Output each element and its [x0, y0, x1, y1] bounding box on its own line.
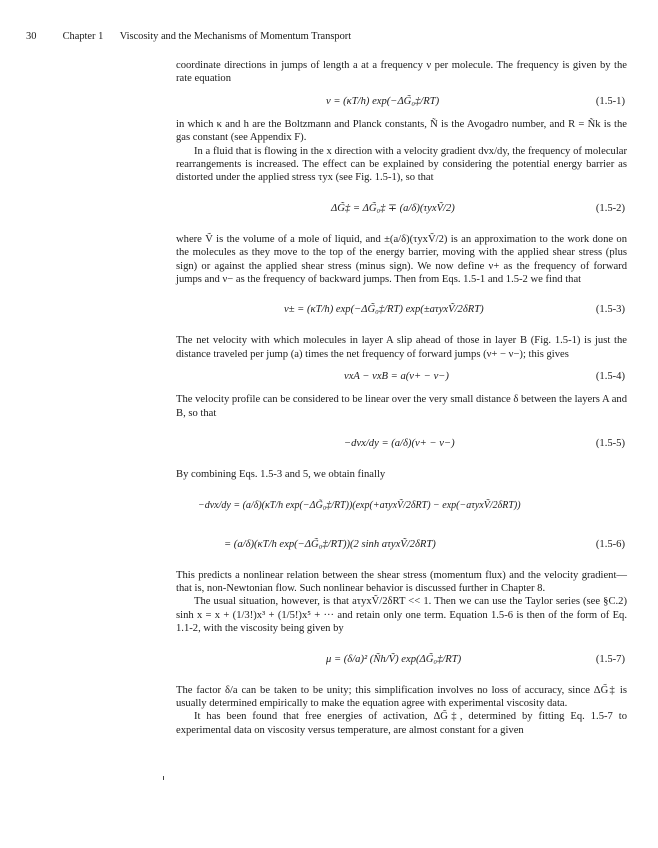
equation-text: ΔG̃‡ = ΔG̃₀‡ ∓ (a/δ)(τyxṼ/2) — [331, 202, 455, 214]
paragraph: This predicts a nonlinear relation between the shear stress (momentum flux) and the velocity gradient—that is, non-Newtonian flow. Such nonlinear behavior is discussed further in Chapter 8. — [176, 569, 627, 594]
paragraph: The usual situation, however, is that aτyxṼ/2δRT << 1. Then we can use the Taylor series (see §C.2) sinh x = x + (1/3!)x³ + (1/5!)x⁵ + ··· and retain only one term. Equation 1.5-6 is then of the form of Eq. 1.1-2, with the viscosity being given by — [176, 596, 627, 635]
equation-text: −dvx/dy = (a/δ)(ν+ − ν−) — [344, 438, 455, 450]
paragraph: The factor δ/a can be taken to be unity; this simplification involves no loss of accuracy, since ΔG̃‡ is usually determined empirically to make the equation agree with experimental viscosity data. — [176, 684, 627, 709]
equation-1-5-6a — [176, 491, 627, 521]
equation-number: (1.5-6) — [595, 538, 625, 550]
equation-number: (1.5-7) — [595, 653, 625, 665]
page-number: 30 — [26, 31, 37, 42]
equation-text: vxA − vxB = a(ν+ − ν−) — [344, 371, 449, 383]
paragraph: where Ṽ is the volume of a mole of liquid, and ±(a/δ)(τyxṼ/2) is an approximation to the work done on the molecules as they move to the top of the energy barrier, moving with the applied shear stress (plus sign) or against the applied shear stress (minus sign). We now define ν+ as the frequency of forward jumps and ν− as the frequency of backward jumps. Then from Eqs. 1.5-1 and 1.5-2 we find that — [176, 233, 627, 286]
equation-1-5-1 — [176, 95, 627, 109]
equation-number: (1.5-1) — [595, 95, 625, 107]
equation-1-5-7 — [176, 645, 627, 675]
equation-text: −dvx/dy = (a/δ)(κT/h exp(−ΔG̃₀‡/RT))(exp(+aτyxṼ/2δRT) − exp(−aτyxṼ/2δRT)) — [198, 499, 521, 511]
equation-number: (1.5-4) — [595, 371, 625, 383]
chapter-label: Chapter 1 — [62, 31, 104, 42]
equation-1-5-5 — [176, 429, 627, 459]
paragraph: The net velocity with which molecules in layer A slip ahead of those in layer B (Fig. 1.5-1) is just the distance traveled per jump (a) times the net frequency of forward jumps (ν+ − ν−); this gives — [176, 335, 627, 360]
paragraph: It has been found that free energies of activation, ΔG̃‡, determined by fitting Eq. 1.5-7 to experimental data on viscosity versus temperature, are almost constant for a given — [176, 711, 627, 736]
equation-1-5-2 — [176, 194, 627, 224]
equation-text: ν = (κT/h) exp(−ΔG̃₀‡/RT) — [326, 95, 440, 107]
chapter-title: Viscosity and the Mechanisms of Momentum Transport — [119, 31, 352, 42]
equation-text: μ = (δ/a)² (Ñh/Ṽ) exp(ΔG̃₀‡/RT) — [326, 653, 462, 665]
paragraph: By combining Eqs. 1.5-3 and 5, we obtain finally — [176, 469, 386, 481]
equation-text: ν± = (κT/h) exp(−ΔG̃₀‡/RT) exp(±aτyxṼ/2δRT) — [284, 304, 484, 316]
equation-number: (1.5-5) — [595, 438, 625, 450]
equation-1-5-6b — [176, 530, 627, 560]
paragraph: The velocity profile can be considered to be linear over the very small distance δ between the layers A and B, so that — [176, 394, 627, 419]
equation-1-5-3 — [176, 295, 627, 325]
equation-1-5-4 — [176, 370, 627, 384]
margin-mark — [163, 776, 164, 780]
equation-number: (1.5-3) — [595, 304, 625, 316]
body-text — [176, 59, 627, 737]
paragraph: In a fluid that is flowing in the x direction with a velocity gradient dvx/dy, the frequency of molecular rearrangements is increased. The effect can be explained by considering the potential energy barrier as distorted under the applied stress τyx (see Fig. 1.5-1), so that — [176, 145, 627, 184]
equation-text: = (a/δ)(κT/h exp(−ΔG̃₀‡/RT))(2 sinh aτyxṼ/2δRT) — [224, 538, 436, 550]
paragraph: coordinate directions in jumps of length a at a frequency ν per molecule. The frequency is given by the rate equation — [176, 60, 627, 85]
running-head — [26, 30, 351, 43]
paragraph: in which κ and h are the Boltzmann and Planck constants, Ñ is the Avogadro number, and R = Ñk is the gas constant (see Appendix F). — [176, 118, 627, 144]
equation-number: (1.5-2) — [595, 202, 625, 214]
